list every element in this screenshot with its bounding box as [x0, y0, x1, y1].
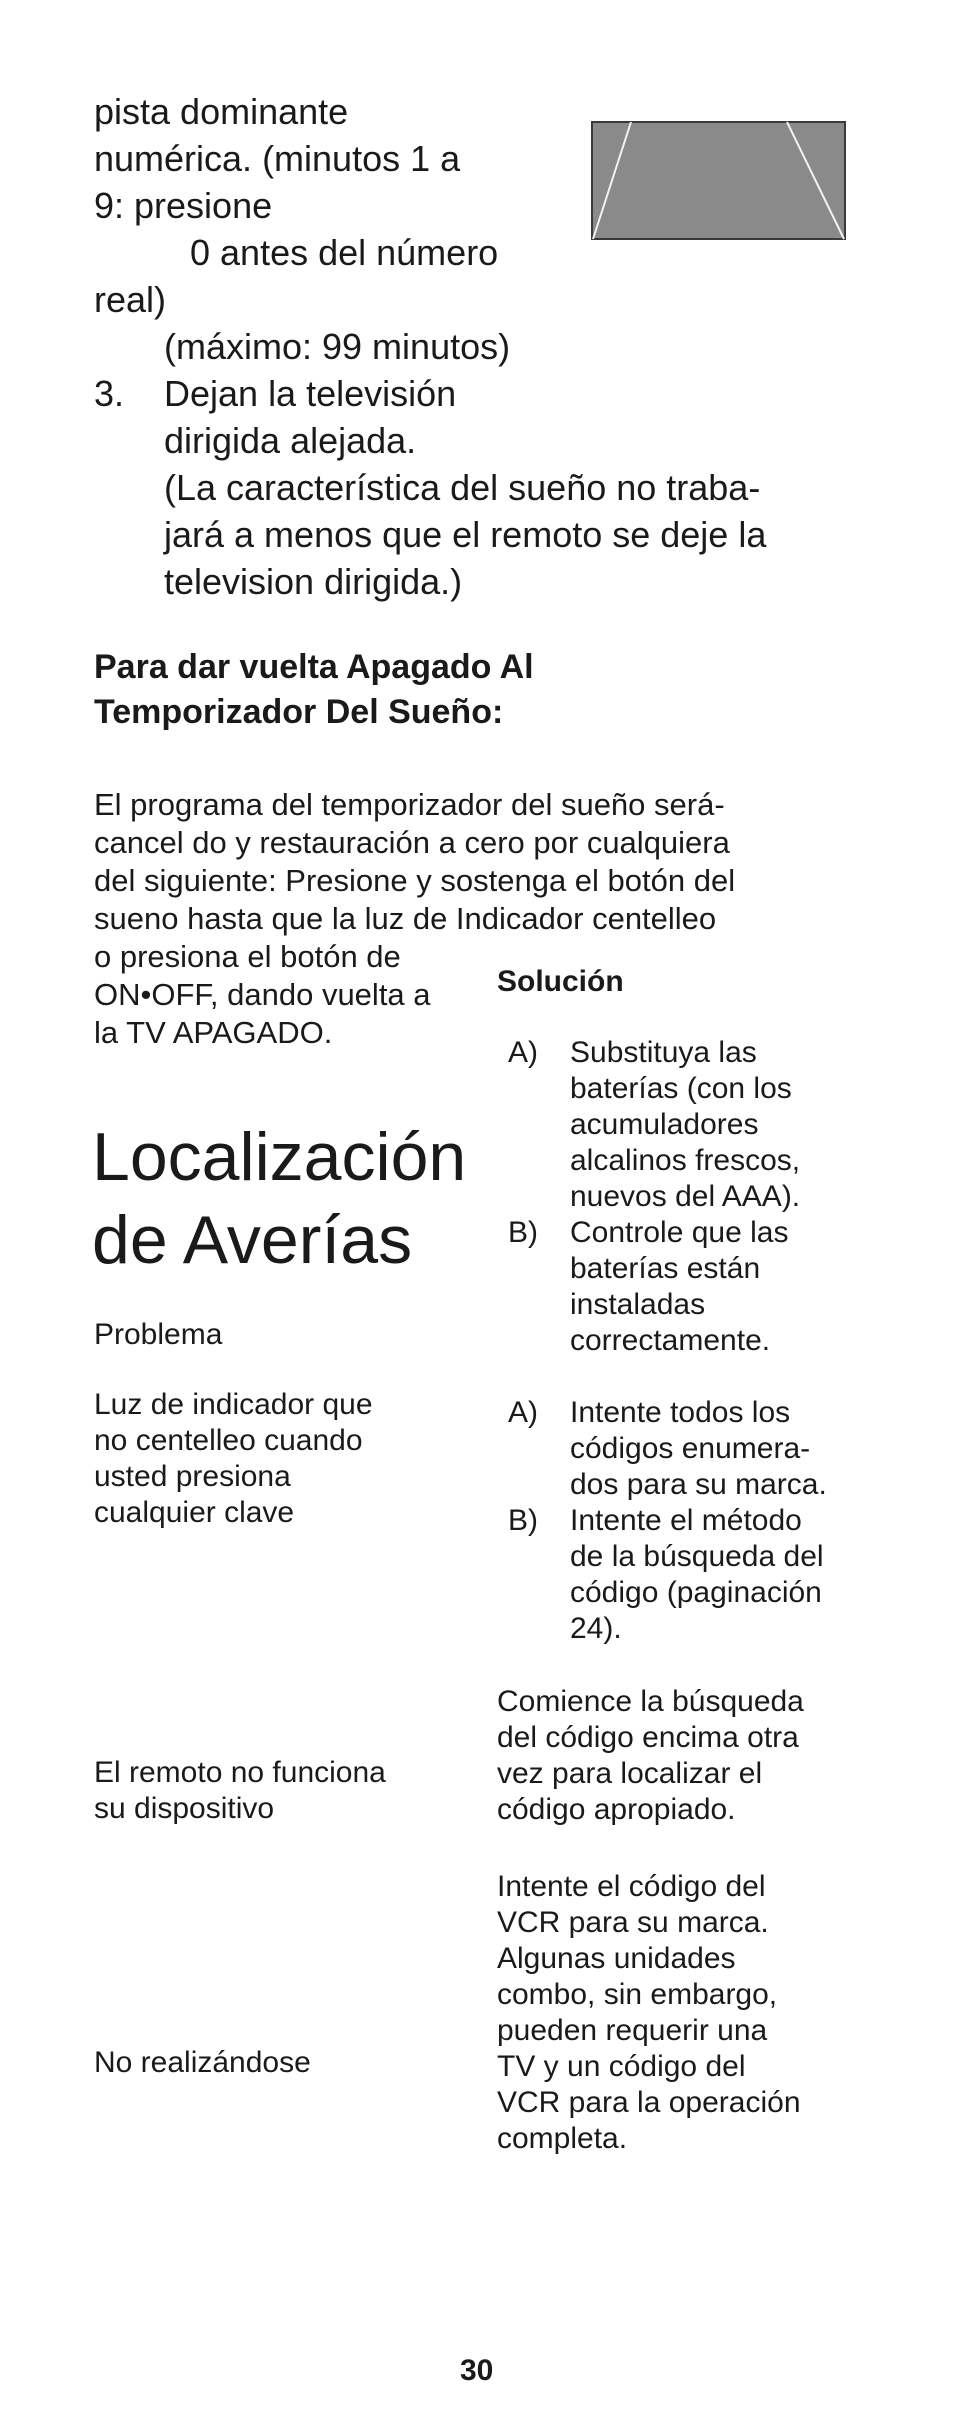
intro-line: numérica. (minutos 1 a	[94, 138, 461, 179]
solution-line: códigos enumera-	[570, 1432, 811, 1465]
intro-line: (máximo: 99 minutos)	[164, 326, 511, 367]
solution-line: TV y un código del	[497, 2050, 746, 2083]
solution-line: baterías (con los	[570, 1072, 792, 1105]
solution-line: dos para su marca.	[570, 1468, 827, 1501]
problem-line: no centelleo cuando	[94, 1424, 363, 1457]
body-line: sueno hasta que la luz de Indicador centelleo	[94, 901, 717, 936]
solution-line: baterías están	[570, 1252, 761, 1285]
step-line: dirigida alejada.	[164, 420, 417, 461]
problem-line: Luz de indicador que	[94, 1388, 373, 1421]
solution-label: B)	[508, 1504, 538, 1537]
body-line: del siguiente: Presione y sostenga el botón del	[94, 863, 736, 898]
problem-line: usted presiona	[94, 1460, 291, 1493]
step-line: television dirigida.)	[164, 561, 463, 602]
intro-line: pista dominante	[94, 91, 349, 132]
solution-line: VCR para su marca.	[497, 1906, 769, 1939]
solution-line: correctamente.	[570, 1324, 771, 1357]
section-heading: Para dar vuelta Apagado Al	[94, 648, 534, 686]
solution-line: Controle que las	[570, 1216, 789, 1249]
solution-line: código apropiado.	[497, 1793, 736, 1826]
body-line: o presiona el botón de	[94, 939, 401, 974]
problem-line: cualquier clave	[94, 1496, 295, 1529]
solution-line: Intente el método	[570, 1504, 802, 1537]
solution-line: alcalinos frescos,	[570, 1144, 801, 1177]
section-heading: Temporizador Del Sueño:	[94, 693, 504, 731]
solution-line: completa.	[497, 2122, 628, 2155]
tv-diagram-image	[591, 121, 846, 240]
problem-line: El remoto no funciona	[94, 1756, 386, 1789]
intro-line: 9: presione	[94, 185, 273, 226]
step-line: jará a menos que el remoto se deje la	[164, 514, 767, 555]
problem-header: Problema	[94, 1318, 223, 1351]
tv-screen-shape	[592, 122, 845, 239]
solution-line: del código encima otra	[497, 1721, 799, 1754]
step-line: Dejan la televisión	[164, 373, 457, 414]
solution-line: Intente el código del	[497, 1870, 766, 1903]
step-number: 3.	[94, 373, 125, 414]
solution-line: acumuladores	[570, 1108, 759, 1141]
solution-line: vez para localizar el	[497, 1757, 763, 1790]
solution-label: B)	[508, 1216, 538, 1249]
solution-line: nuevos del AAA).	[570, 1180, 801, 1213]
page-title: de Averías	[92, 1202, 413, 1278]
solution-label: A)	[508, 1396, 538, 1429]
solution-line: combo, sin embargo,	[497, 1978, 778, 2011]
solution-line: 24).	[570, 1612, 622, 1645]
problem-line: No realizándose	[94, 2046, 311, 2079]
intro-line: 0 antes del número	[190, 232, 499, 273]
page-number: 30	[460, 2354, 494, 2387]
body-line: cancel do y restauración a cero por cualquiera	[94, 825, 730, 860]
solution-label: A)	[508, 1036, 538, 1069]
problem-line: su dispositivo	[94, 1792, 275, 1825]
solution-line: de la búsqueda del	[570, 1540, 824, 1573]
solution-line: VCR para la operación	[497, 2086, 801, 2119]
solution-line: instaladas	[570, 1288, 706, 1321]
solution-header: Solución	[497, 965, 624, 998]
intro-line: real)	[94, 279, 167, 320]
solution-line: Comience la búsqueda	[497, 1685, 804, 1718]
solution-line: Intente todos los	[570, 1396, 791, 1429]
solution-line: Substituya las	[570, 1036, 757, 1069]
step-line: (La característica del sueño no traba-	[164, 467, 761, 508]
solution-line: Algunas unidades	[497, 1942, 736, 1975]
body-line: El programa del temporizador del sueño será-	[94, 787, 725, 822]
body-line: la TV APAGADO.	[94, 1015, 333, 1050]
solution-line: código (paginación	[570, 1576, 822, 1609]
body-line: ON•OFF, dando vuelta a	[94, 977, 431, 1012]
page-title: Localización	[92, 1119, 467, 1195]
solution-line: pueden requerir una	[497, 2014, 768, 2047]
